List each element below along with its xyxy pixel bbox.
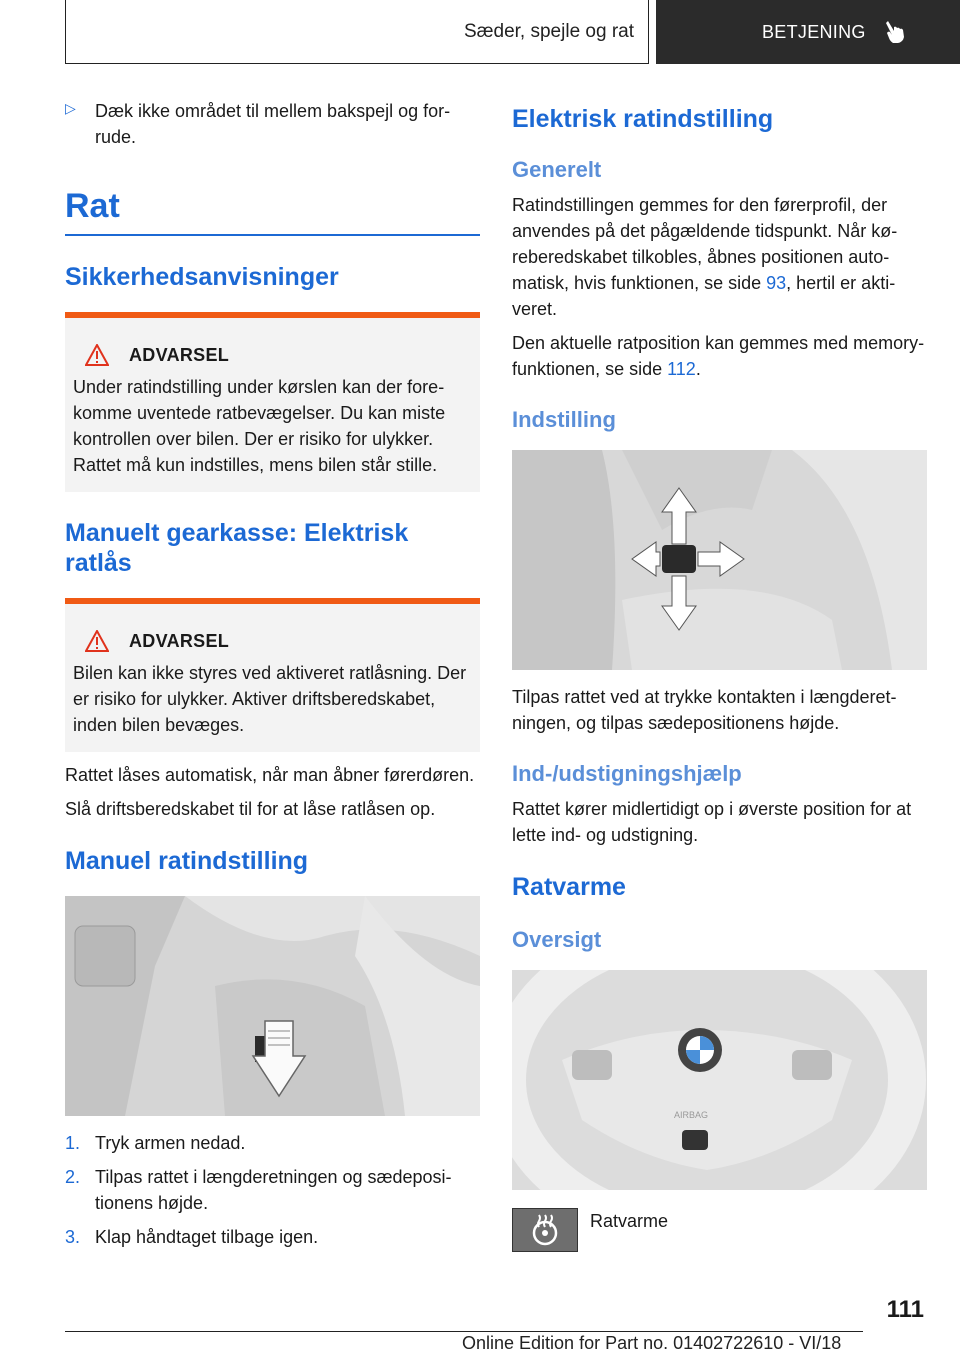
page-link-93[interactable]: 93 (766, 273, 787, 293)
heading-entry-assist: Ind-/udstigningshjælp (512, 761, 742, 786)
page-number: 111 (886, 1296, 924, 1323)
heading-setting: Indstilling (512, 407, 616, 432)
steering-column-lever-illustration (65, 896, 480, 1116)
warning-title-2: ADVARSEL (73, 630, 472, 652)
edition-text: Online Edition for Part no. 01402722610 - VI/18 (462, 1333, 842, 1353)
steering-wheel-figure (512, 970, 927, 1190)
warning-body-1: Under ratindstilling under kørslen kan der forekomme uventede ratbevægelser. Du kan miste kontrollen over bilen. Der er risiko for ulykker. Rattet må kun indstilles, mens bilen står stille. (73, 377, 446, 475)
warning-box-2 (65, 598, 480, 752)
heading-electric-adjust: Elektrisk ratindstilling (512, 105, 774, 133)
right-column (512, 98, 927, 1252)
footer-divider (65, 1331, 863, 1332)
electric-adjust-figure (512, 450, 927, 670)
triangle-bullet-icon: ▷ (65, 100, 76, 116)
heading-overview: Oversigt (512, 927, 602, 952)
header-section-tab (65, 0, 649, 64)
bullet-text: Dæk ikke området til mellem bakspejl og forrude. (95, 101, 451, 147)
list-item (65, 98, 480, 150)
steering-column-switch-illustration (512, 450, 927, 670)
warning-box-1 (65, 312, 480, 492)
manual-adjust-figure (65, 896, 480, 1116)
warning-triangle-icon (85, 344, 109, 366)
steps-list (65, 1130, 480, 1250)
pointing-hand-icon (884, 19, 908, 45)
steering-wheel-heat-icon (512, 1208, 578, 1252)
general-paragraph-1: Ratindstillingen gemmes for den førerprofil, der anvendes på det pågældende tidspunkt. Når køreberedskabet tilkobles, åbnes positionen automatisk, hvis funktionen, se side 93, hertil er aktiveret. (512, 195, 898, 319)
heat-label: Ratvarme (590, 1211, 669, 1231)
heading-rat: Rat (65, 186, 480, 236)
list-item: 2. Tilpas rattet i længderetningen og sædepositionens højde. (65, 1167, 452, 1213)
warning-body-2: Bilen kan ikke styres ved aktiveret ratlåsning. Der er risiko for ulykker. Aktiver driftsberedskabet, inden bilen bevæges. (73, 663, 467, 735)
list-item: 1. Tryk armen nedad. (65, 1133, 246, 1153)
steering-wheel-illustration (512, 970, 927, 1190)
header-chapter-title: BETJENING (762, 21, 866, 42)
heading-manual-gear: Manuelt gearkasse: Elektrisk ratlås (65, 519, 409, 577)
header-chapter-tab (656, 0, 960, 64)
setting-text: Tilpas rattet ved at trykke kontakten i længderetningen, og tilpas sædepositionens højde. (512, 687, 897, 733)
heading-wheel-heat: Ratvarme (512, 873, 626, 901)
heading-safety: Sikkerhedsanvisninger (65, 263, 339, 291)
warning-title-1: ADVARSEL (73, 344, 472, 366)
airbag-label: AIRBAG (674, 1110, 709, 1120)
heading-manual-adjust: Manuel ratindstilling (65, 847, 309, 875)
entry-text: Rattet kører midlertidigt op i øverste position for at lette ind- og udstigning. (512, 799, 912, 845)
page-link-112[interactable]: 112 (667, 359, 696, 379)
header-section-title: Sæder, spejle og rat (463, 20, 634, 42)
heat-legend-row (512, 1208, 927, 1252)
general-paragraph-2: Den aktuelle ratposition kan gemmes med memory-funktionen, se side 112. (512, 333, 925, 379)
warning-triangle-icon (85, 630, 109, 652)
heading-general: Generelt (512, 157, 602, 182)
lock-paragraph-1: Rattet låses automatisk, når man åbner førerdøren. (65, 765, 475, 785)
lock-paragraph-2: Slå driftsberedskabet til for at låse ratlåsen op. (65, 799, 436, 819)
list-item: 3. Klap håndtaget tilbage igen. (65, 1227, 319, 1247)
left-column (65, 98, 480, 1258)
